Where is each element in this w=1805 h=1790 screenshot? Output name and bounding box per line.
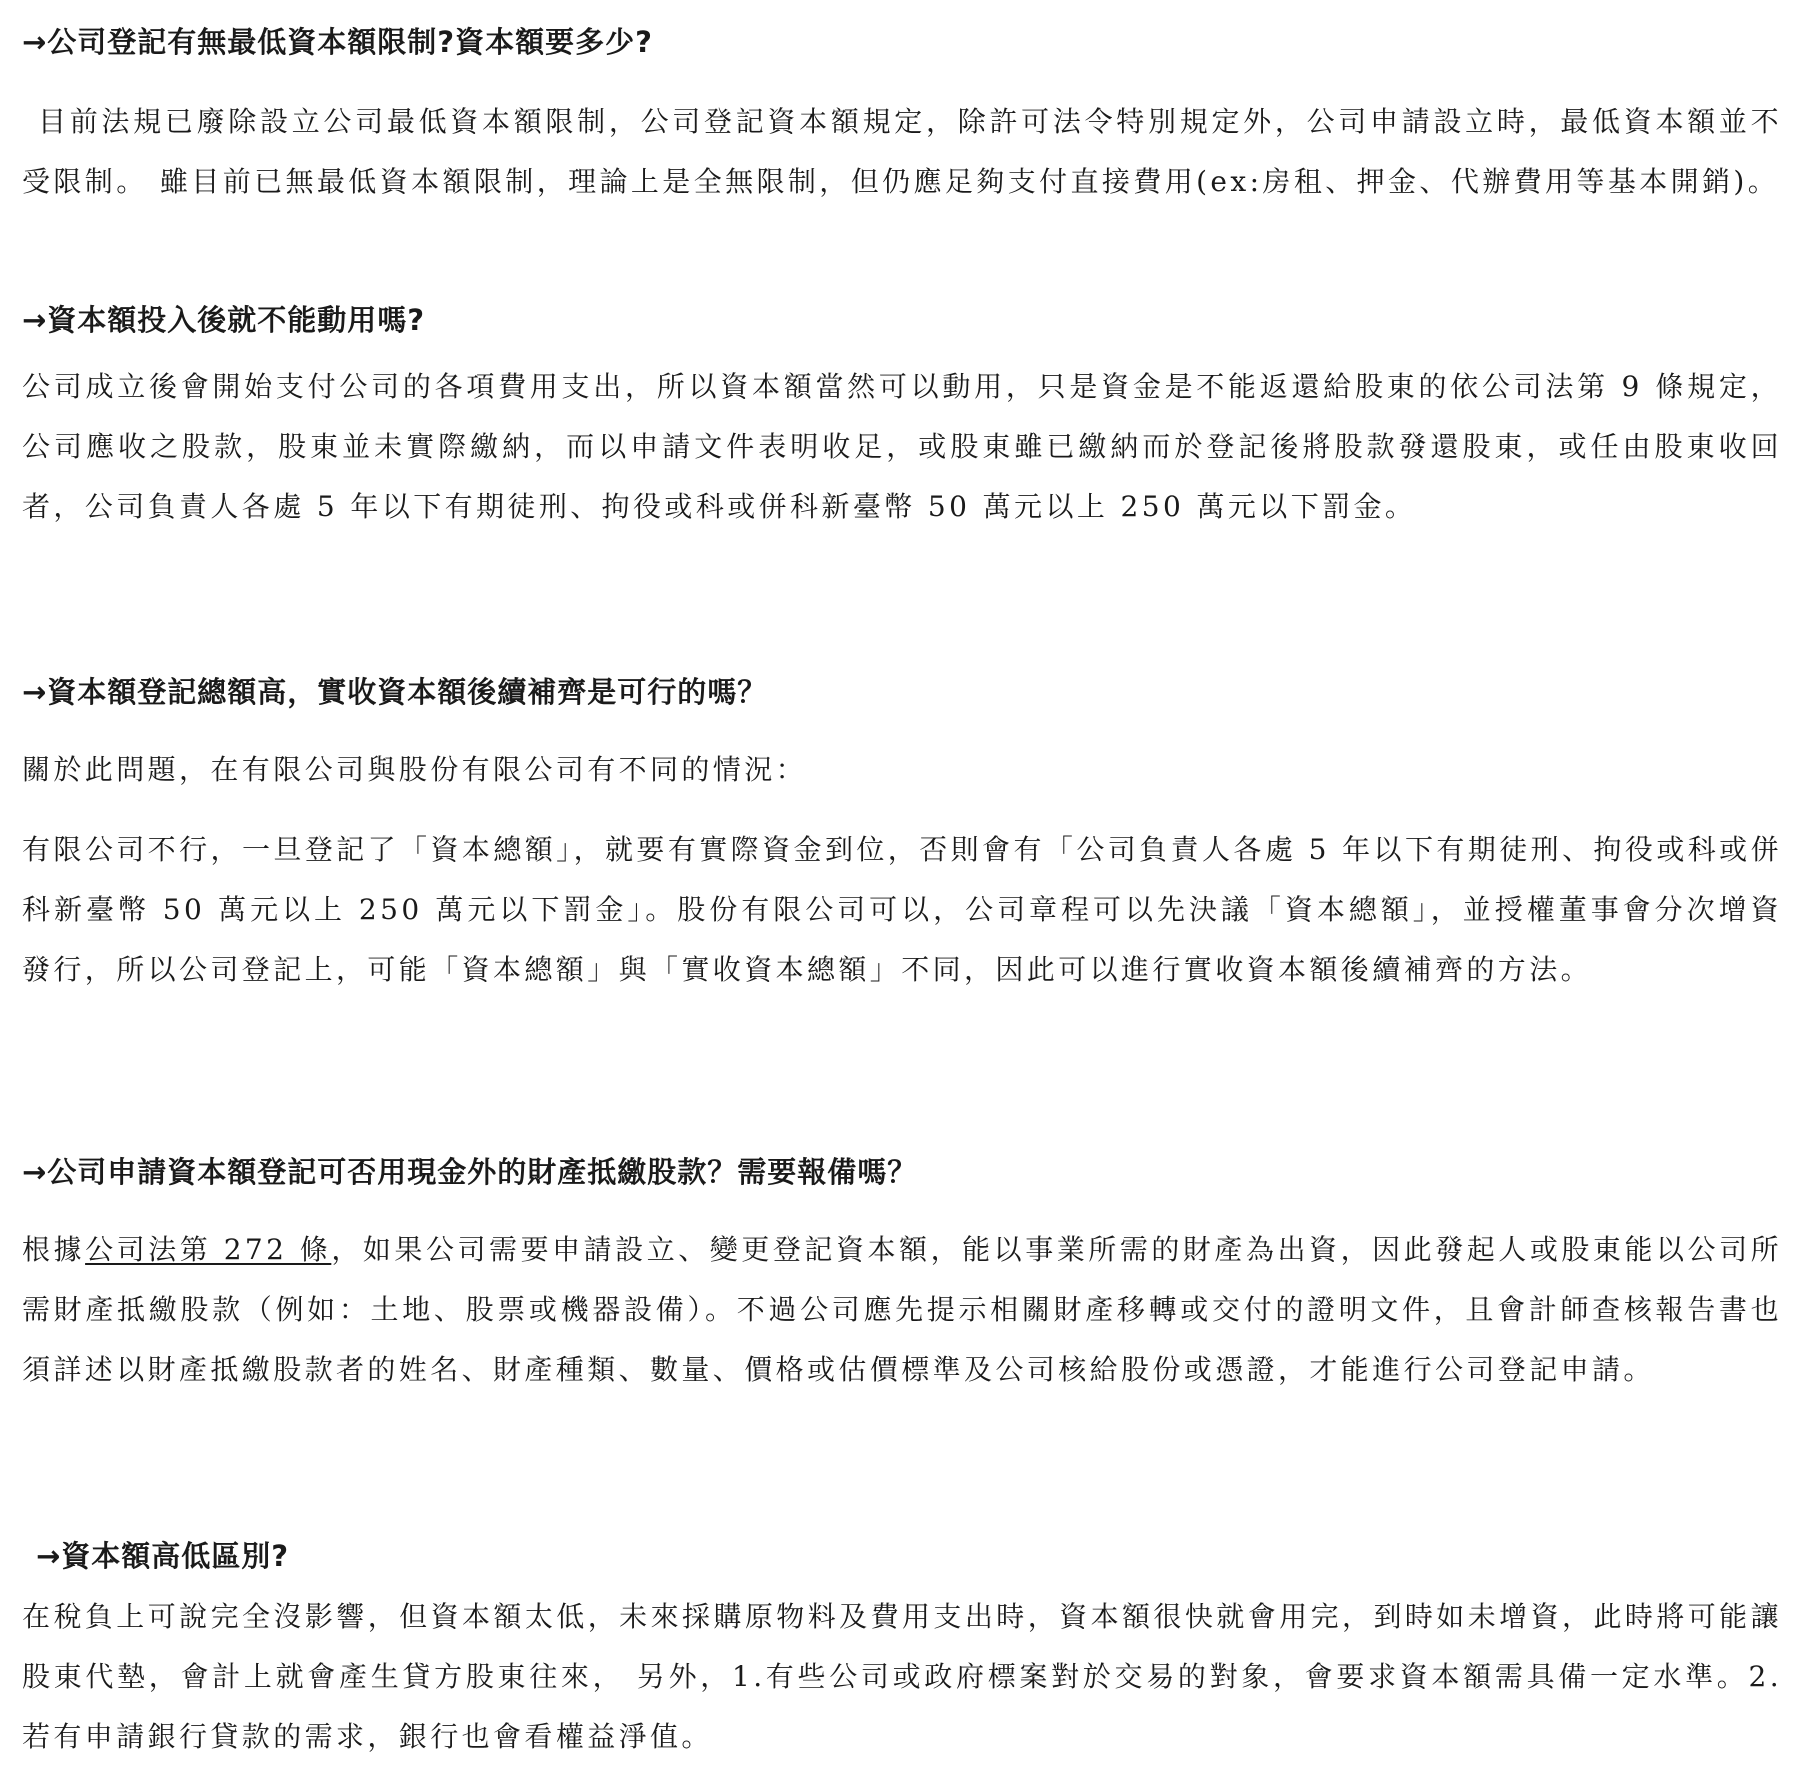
question-capital-level-difference: →資本額高低區別?	[36, 1539, 290, 1573]
answer-text-start: 根據	[22, 1233, 86, 1266]
answer-paid-in-capital-intro: 關於此問題，在有限公司與股份有限公司有不同的情況：	[22, 753, 808, 786]
question-use-capital: →資本額投入後就不能動用嗎?	[22, 303, 426, 337]
answer-text-rest: ，如果公司需要申請設立、變更登記資本額，能以事業所需的財產為出資，因此發起人或股東能以公司所需財產抵繳股款（例如：土地、股票或機器設備）。不過公司應先提示相關財產移轉或交付的證明文件，且會計師查核報告書也須詳述以財產抵繳股款者的姓名、財產種類、數量、價格或估價標準及公司核給股份或憑證，才能進行公司登記申請。	[22, 1233, 1783, 1386]
answer-property-contribution	[22, 1220, 1782, 1400]
answer-use-capital: 公司成立後會開始支付公司的各項費用支出，所以資本額當然可以動用，只是資金是不能返還給股東的依公司法第 9 條規定，公司應收之股款，股東並未實際繳納，而以申請文件表明收足，或股東雖已繳納而於登記後將股款發還股東，或任由股東收回者，公司負責人各處 5 年以下有期徒刑、拘役或科或併科新臺幣 50 萬元以上 250 萬元以下罰金。	[22, 370, 1782, 523]
question-minimum-capital: →公司登記有無最低資本額限制?資本額要多少?	[22, 25, 653, 59]
question-property-contribution: →公司申請資本額登記可否用現金外的財產抵繳股款？需要報備嗎？	[22, 1155, 918, 1189]
answer-minimum-capital: 目前法規已廢除設立公司最低資本額限制，公司登記資本額規定，除許可法令特別規定外，公司申請設立時，最低資本額並不受限制。 雖目前已無最低資本額限制，理論上是全無限制，但仍應足夠支付直接費用(ex:房租、押金、代辦費用等基本開銷)。	[22, 105, 1782, 198]
answer-paid-in-capital-detail: 有限公司不行，一旦登記了「資本總額」，就要有實際資金到位，否則會有「公司負責人各處 5 年以下有期徒刑、拘役或科或併科新臺幣 50 萬元以上 250 萬元以下罰金」。股份有限公司可以，公司章程可以先決議「資本總額」，並授權董事會分次增資發行，所以公司登記上，可能「資本總額」與「實收資本總額」不同，因此可以進行實收資本額後續補齊的方法。	[22, 833, 1782, 986]
question-paid-in-capital: →資本額登記總額高，實收資本額後續補齊是可行的嗎？	[22, 675, 768, 709]
answer-capital-level-difference: 在稅負上可說完全沒影響，但資本額太低，未來採購原物料及費用支出時，資本額很快就會用完，到時如未增資，此時將可能讓股東代墊，會計上就會產生貸方股東往來， 另外，1.有些公司或政府標案對於交易的對象，會要求資本額需具備一定水準。2.若有申請銀行貸款的需求，銀行也會看權益淨值。	[22, 1600, 1782, 1753]
company-act-article-272-link[interactable]: 公司法第 272 條	[85, 1233, 332, 1266]
